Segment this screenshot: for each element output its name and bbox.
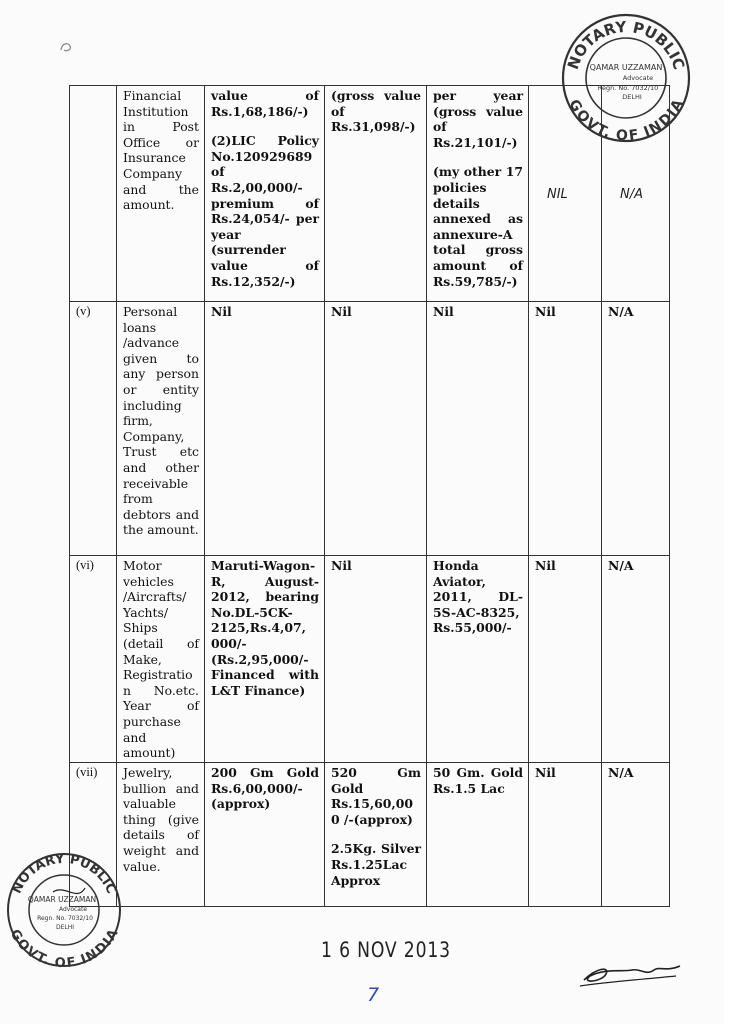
handwritten-nil: NIL — [547, 186, 568, 202]
spouse-value — [325, 763, 427, 907]
spouse-value: Nil — [325, 302, 427, 556]
seal-regn: Regn. No. 7032/10 — [597, 84, 659, 92]
seal-role: Advocate — [622, 74, 654, 82]
row-number: (v) — [70, 302, 117, 556]
svg-text:GOVT. OF INDIA — [7, 927, 122, 971]
value-para: per year (gross value of Rs.21,101/-) — [433, 88, 523, 150]
dependent-2-value: Nil — [529, 763, 602, 907]
row-description: Motor vehicles /Aircrafts/ Yachts/ Ships (detail of Make, Registratio n No.etc. Year of purchase and amount) — [117, 556, 205, 763]
table-row — [70, 302, 670, 556]
dependent-3-value: N/A — [602, 302, 670, 556]
page-number: 7 — [367, 984, 380, 1006]
value-para: value of Rs.1,68,186/-) — [211, 88, 319, 119]
spouse-value — [325, 86, 427, 302]
row-number — [70, 86, 117, 302]
seal-city: DELHI — [622, 93, 642, 101]
row-number: (vii) — [70, 763, 117, 907]
self-value — [205, 86, 325, 302]
date-stamp: 1 6 NOV 2013 — [321, 938, 451, 962]
value-para: 2.5Kg. Silver Rs.1.25Lac Approx — [331, 841, 421, 888]
seal-name: QAMAR UZZAMAN — [589, 63, 663, 72]
notary-seal-top — [558, 12, 694, 144]
dependent-2-value: Nil — [529, 302, 602, 556]
svg-text:GOVT. OF INDIA — [565, 97, 686, 144]
notary-seal-bottom — [5, 844, 123, 976]
dependent-1-value: Nil — [427, 302, 529, 556]
dependent-3-value: N/A — [602, 763, 670, 907]
signature — [576, 958, 686, 990]
seal-bottom: GOVT. OF INDIA — [565, 96, 687, 144]
row-description: Financial Institution in Post Office or Insurance Company and the amount. — [117, 86, 205, 302]
row-description: Personal loans /advance given to any person or entity including firm, Company, Trust etc and other receivable from debtors and the amount. — [117, 302, 205, 556]
handwritten-na: N/A — [620, 186, 643, 202]
self-value: 200 Gm Gold Rs.6,00,000/- (approx) — [205, 763, 325, 907]
dependent-3-value: N/A — [602, 556, 670, 763]
value-para: (my other 17 policies details annexed as annexure-A total gross amount of Rs.59,785/-) — [433, 164, 523, 289]
seal-name: QAMAR UZZAMAN — [27, 895, 97, 904]
value-para: (gross value of Rs.31,098/-) — [331, 88, 421, 135]
seal-title: NOTARY PUBLIC — [563, 17, 689, 72]
seal-title: NOTARY PUBLIC — [9, 851, 119, 897]
seal-city: DELHI — [55, 924, 75, 931]
table-row — [70, 763, 670, 907]
punch-mark — [58, 40, 76, 54]
value-para: (2)LIC Policy No.120929689 of Rs.2,00,000/- premium of Rs.24,054/- per year (surrender value of Rs.12,352/-) — [211, 133, 319, 289]
svg-text:NOTARY PUBLIC — [9, 852, 118, 896]
table-row — [70, 556, 670, 763]
row-description: Jewelry, bullion and valuable thing (give details of weight and value. — [117, 763, 205, 907]
assets-table — [69, 85, 670, 907]
seal-regn: Regn. No. 7032/10 — [37, 915, 93, 922]
value-para: 520 Gm Gold Rs.15,60,00 0 /-(approx) — [331, 765, 421, 827]
self-value: Maruti-Wagon-R, August-2012, bearing No.DL-5CK-2125,Rs.4,07, 000/- (Rs.2,95,000/- Financed with L&T Finance) — [205, 556, 325, 763]
spouse-value: Nil — [325, 556, 427, 763]
dependent-1-value — [427, 86, 529, 302]
dependent-1-value: 50 Gm. Gold Rs.1.5 Lac — [427, 763, 529, 907]
self-value: Nil — [205, 302, 325, 556]
seal-role: Advocate — [58, 906, 88, 913]
seal-bottom: GOVT. OF INDIA — [6, 927, 122, 972]
dependent-2-value: Nil — [529, 556, 602, 763]
dependent-1-value: Honda Aviator, 2011, DL-5S-AC-8325, Rs.55,000/- — [427, 556, 529, 763]
row-number: (vi) — [70, 556, 117, 763]
